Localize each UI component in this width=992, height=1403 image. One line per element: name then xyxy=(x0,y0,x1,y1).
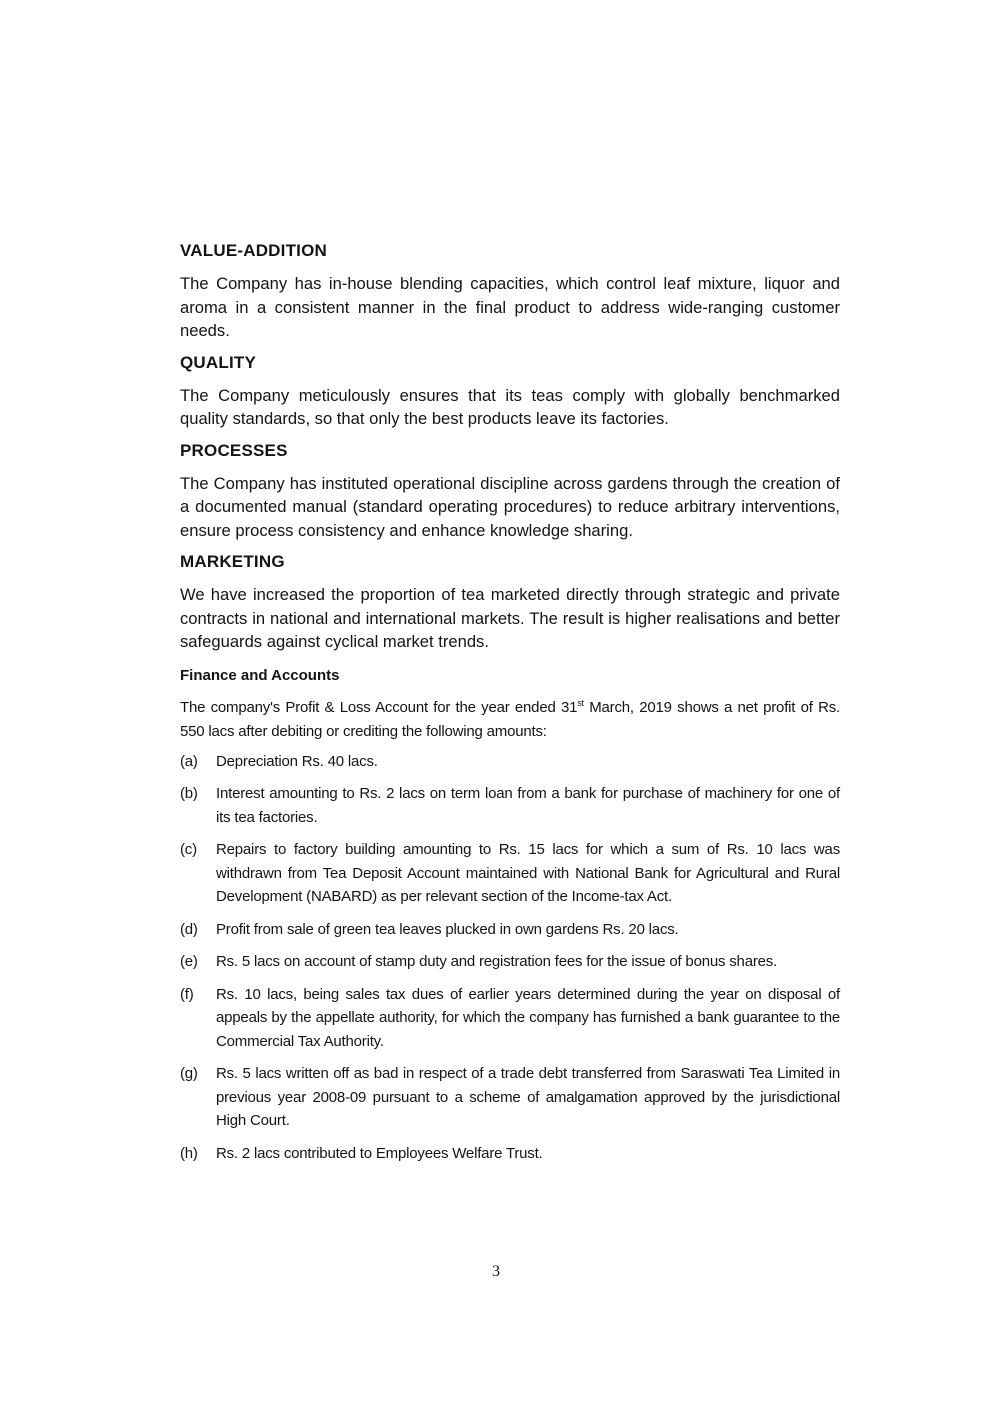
list-item-text: Profit from sale of green tea leaves plucked in own gardens Rs. 20 lacs. xyxy=(216,920,679,938)
section-heading-processes: PROCESSES xyxy=(180,440,288,460)
list-item xyxy=(180,750,840,774)
list-item-text: Depreciation Rs. 40 lacs. xyxy=(216,752,378,770)
list-item xyxy=(180,983,840,1054)
finance-heading: Finance and Accounts xyxy=(180,666,340,684)
list-item-text: Rs. 2 lacs contributed to Employees Welfare Trust. xyxy=(216,1144,543,1162)
list-item-text: Rs. 5 lacs on account of stamp duty and registration fees for the issue of bonus shares. xyxy=(216,953,778,970)
list-item-text: Repairs to factory building amounting to Rs. 15 lacs for which a sum of Rs. 10 lacs was withdrawn from Tea Deposit Account maintained with National Bank for Agricultural and Rural Development (NABARD) as per relevant section of the Income-tax Act. xyxy=(216,841,840,905)
list-item xyxy=(180,782,840,829)
list-item-text: Rs. 5 lacs written off as bad in respect of a trade debt transferred from Saraswati Tea Limited in previous year 2008-09 pursuant to a scheme of amalgamation approved by the jurisdictional High Court. xyxy=(216,1065,840,1129)
section-heading-value-addition: VALUE-ADDITION xyxy=(180,241,327,260)
section-text-quality: The Company meticulously ensures that its teas comply with globally benchmarked quality standards, so that only the best products leave its factories. xyxy=(180,385,840,428)
list-item-marker: (e) xyxy=(180,953,198,970)
finance-intro-part2: March, 2019 shows a net profit of Rs. 550 lacs after debiting or crediting the following amounts: xyxy=(180,698,840,740)
list-item-marker: (f) xyxy=(180,985,194,1003)
list-item-marker: (h) xyxy=(180,1144,198,1162)
finance-intro-part1: The company's Profit & Loss Account for the year ended 31 xyxy=(180,698,578,716)
list-item-marker: (b) xyxy=(180,785,198,802)
list-item-marker: (c) xyxy=(180,841,197,858)
list-item-text: Rs. 10 lacs, being sales tax dues of earlier years determined during the year on disposal of appeals by the appellate authority, for which the company has furnished a bank guarantee to the Commercial Tax Authority. xyxy=(216,985,840,1050)
list-item-marker: (d) xyxy=(180,920,198,938)
list-item-text: Interest amounting to Rs. 2 lacs on term loan from a bank for purchase of machinery for one of its tea factories. xyxy=(216,785,840,826)
page-number: 3 xyxy=(492,1263,500,1280)
section-text-marketing: We have increased the proportion of tea marketed directly through strategic and private contracts in national and international markets. The result is higher realisations and better safeguards against cyclical market trends. xyxy=(180,585,840,651)
finance-intro-superscript: st xyxy=(577,697,584,708)
list-item-marker: (g) xyxy=(180,1065,198,1082)
section-text-value-addition: The Company has in-house blending capacities, which control leaf mixture, liquor and aroma in a consistent manner in the final product to address wide-ranging customer needs. xyxy=(180,274,840,340)
finance-intro xyxy=(180,696,840,744)
document-page xyxy=(180,240,840,1174)
section-heading-marketing: MARKETING xyxy=(180,552,285,571)
list-item xyxy=(180,918,840,942)
list-item xyxy=(180,838,840,909)
section-text-processes: The Company has instituted operational discipline across gardens through the creation of a documented manual (standard operating procedures) to reduce arbitrary interventions, ensure process consistency and enhance knowledge sharing. xyxy=(180,473,840,540)
section-heading-quality: QUALITY xyxy=(180,352,257,372)
list-item xyxy=(180,1142,840,1166)
list-item xyxy=(180,950,840,974)
list-item-marker: (a) xyxy=(180,752,198,770)
list-item xyxy=(180,1062,840,1133)
